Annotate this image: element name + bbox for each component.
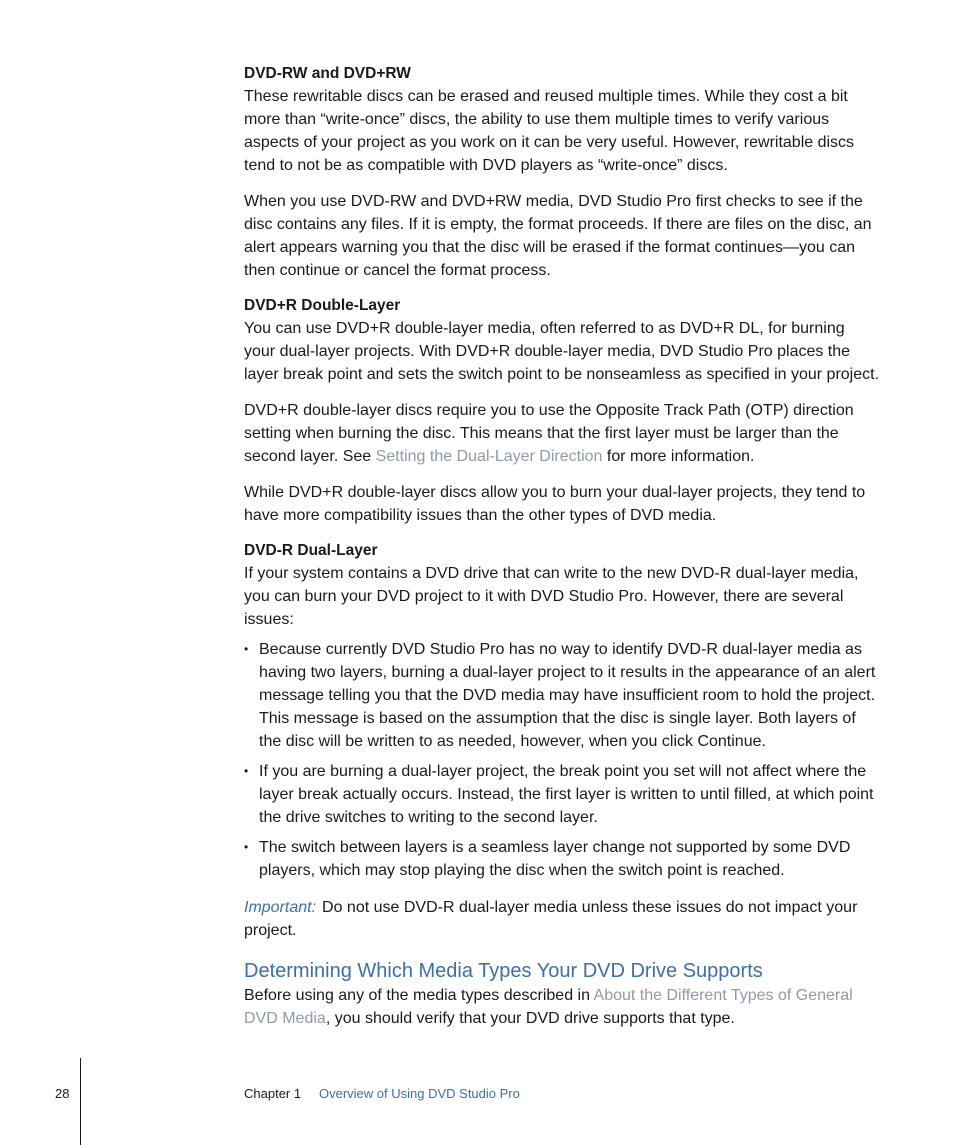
paragraph: You can use DVD+R double-layer media, often referred to as DVD+R DL, for burning your dual-layer projects. With DVD+R double-layer media, DVD Studio Pro places the layer break point and sets the switch point to be nonseamless as specified in your project.: [244, 320, 880, 383]
text: for more information.: [602, 448, 755, 465]
list-item-text: Because currently DVD Studio Pro has no way to identify DVD-R dual-layer media as having two layers, burning a dual-layer project to it results in the appearance of an alert message telling you that the DVD media may have insufficient room to hold the project. This message is based on the assumption that the disc is single layer. Both layers of the disc will be written to as needed, however, when you click Continue.: [259, 641, 876, 750]
text: Before using any of the media types described in: [244, 987, 594, 1004]
list-item-text: The switch between layers is a seamless layer change not supported by some DVD players, which may stop playing the disc when the switch point is reached.: [259, 839, 851, 879]
footer-divider: [80, 1058, 81, 1145]
paragraph: While DVD+R double-layer discs allow you to burn your dual-layer projects, they tend to have more compatibility issues than the other types of DVD media.: [244, 484, 866, 524]
issues-list: [244, 638, 880, 882]
page-number: 28: [55, 1086, 70, 1101]
paragraph: When you use DVD-RW and DVD+RW media, DVD Studio Pro first checks to see if the disc contains any files. If it is empty, the format proceeds. If there are files on the disc, an alert appears warning you that the disc will be erased if the format continues—you can then continue or cancel the format process.: [244, 193, 872, 279]
chapter-title: Overview of Using DVD Studio Pro: [319, 1086, 520, 1101]
paragraph: [244, 984, 880, 1030]
text: DVD+R double-layer discs require you to use the Opposite Track Path (OTP) direction setting when burning the disc. This means that the first layer must be larger than the second layer. See: [244, 402, 854, 465]
bullet-icon: •: [244, 642, 249, 656]
page-body: [244, 62, 880, 1043]
list-item: [244, 760, 880, 829]
list-item-text: If you are burning a dual-layer project, the break point you set will not affect where the layer break actually occurs. Instead, the first layer is written to until filled, at which point the drive switches to writing to the second layer.: [259, 763, 874, 826]
paragraph: If your system contains a DVD drive that can write to the new DVD-R dual-layer media, you can burn your DVD project to it with DVD Studio Pro. However, there are several issues:: [244, 565, 859, 628]
section-title: Determining Which Media Types Your DVD Drive Supports: [244, 960, 763, 982]
important-label: Important:: [244, 899, 317, 916]
bullet-icon: •: [244, 764, 249, 778]
bullet-icon: •: [244, 840, 249, 854]
list-item: [244, 836, 880, 882]
link-dual-layer-direction[interactable]: Setting the Dual-Layer Direction: [375, 448, 603, 465]
important-note: [244, 896, 880, 942]
heading-dvd-rw: DVD-RW and DVD+RW: [244, 65, 411, 82]
link-about-media-types[interactable]: About the Different Types of General DVD Media: [244, 987, 853, 1027]
paragraph: [244, 399, 880, 468]
paragraph: These rewritable discs can be erased and reused multiple times. While they cost a bit more than “write-once” discs, the ability to use them multiple times to verify various aspects of your project as you work on it can be very useful. However, rewritable discs tend to not be as compatible with DVD players as “write-once” discs.: [244, 88, 855, 174]
text: , you should verify that your DVD drive supports that type.: [325, 1010, 735, 1027]
list-item: [244, 638, 880, 753]
heading-dvd-plus-r-double-layer: DVD+R Double-Layer: [244, 297, 401, 314]
chapter-label: Chapter 1: [244, 1086, 302, 1101]
heading-dvd-r-dual-layer: DVD-R Dual-Layer: [244, 542, 378, 559]
important-text: Do not use DVD-R dual-layer media unless these issues do not impact your project.: [244, 899, 858, 939]
